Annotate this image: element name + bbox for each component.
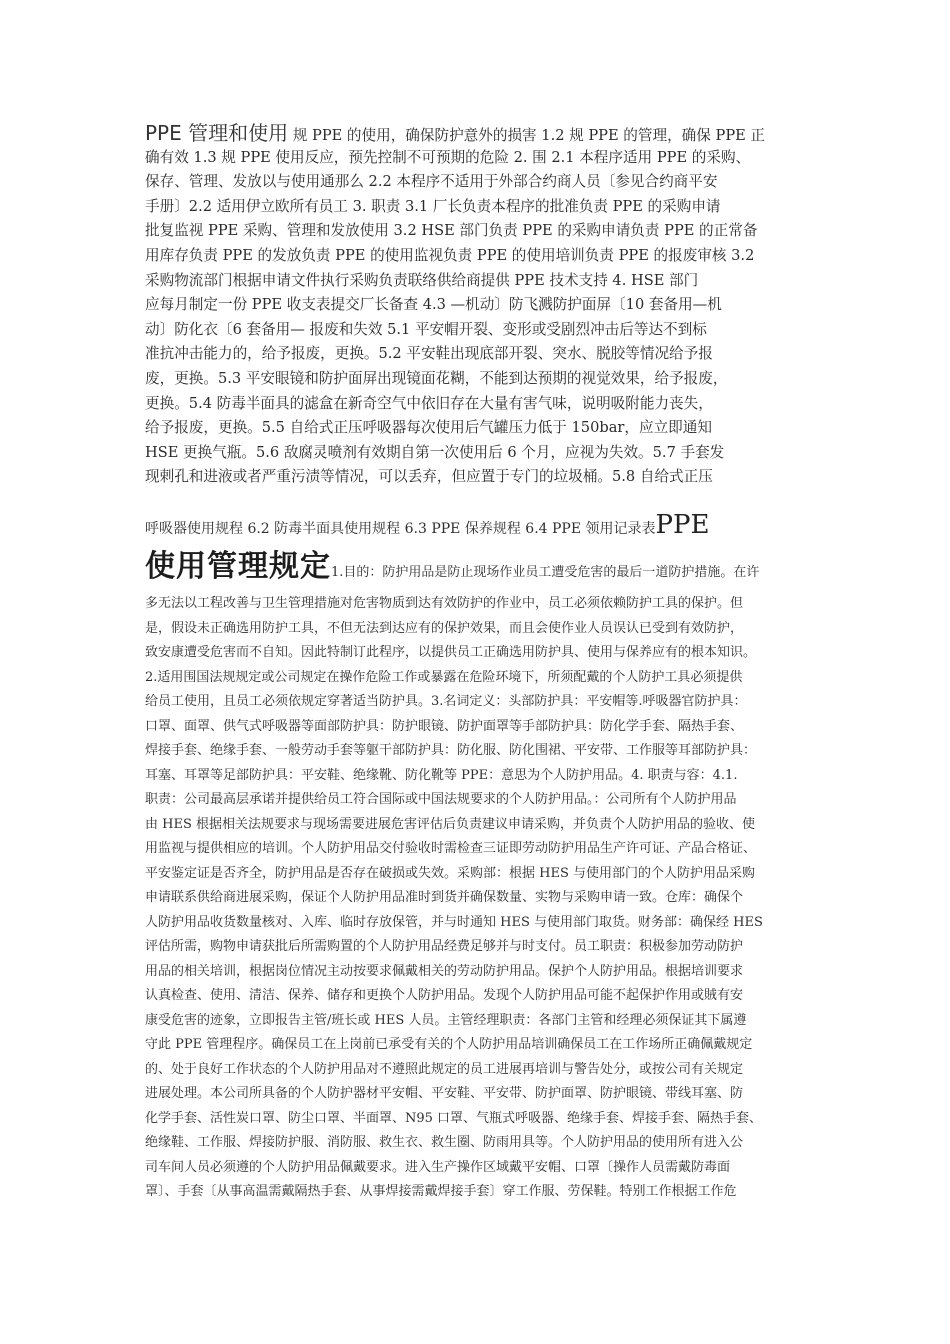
section2-line: 康受危害的迹象，立即报告主管/班长或 HES 人员。主管经理职责：各部门主管和经理必须保证其下属遵	[145, 1012, 747, 1028]
section1-line: 应每月制定一份 PPE 收支表提交厂长备查 4.3 —机动〕防飞溅防护面屏〔10 套备用—机	[145, 296, 722, 314]
section1-line: 给予报废，更换。5.5 自给式正压呼吸器每次使用后气罐压力低于 150bar，应立即通知	[145, 419, 712, 437]
section2-line: 2.适用围国法规规定或公司规定在操作危险工作或暴露在危险环境下，所须配戴的个人防护工具必须提供	[145, 669, 743, 685]
section2-line: 口罩、面罩、供气式呼吸器等面部防护具：防护眼镜、防护面罩等手部防护具：防化学手套、隔热手套、	[145, 718, 744, 734]
section2-line: 用品的相关培训，根据岗位情况主动按要求佩戴相关的劳动防护用品。保护个人防护用品。根据培训要求	[145, 963, 744, 979]
section2-line: 焊接手套、绝缘手套、一般劳动手套等躯干部防护具：防化服、防化围裙、平安带、工作服等耳部防护具：	[145, 743, 757, 758]
section2-line-first	[145, 508, 813, 542]
section1-line: 现剌孔和进液或者严重污渍等情况，可以丢弃，但应置于专门的垃圾桶。5.8 自给式正压	[145, 468, 713, 486]
section1-line: 动〕防化衣〔6 套备用— 报废和失效 5.1 平安帽开裂、变形或受剧烈冲击后等达不到标	[145, 320, 707, 338]
section2-line: 司车间人员必须遵的个人防护用品佩戴要求。进入生产操作区域戴平安帽、口罩〔操作人员需戴防毒面	[145, 1159, 731, 1175]
section2-line: 多无法以工程改善与卫生管理措施对危害物质到达有效防护的作业中，员工必须依赖防护工具的保护。但	[145, 596, 744, 611]
section2-line: 用监视与提供相应的培训。个人防护用品交付验收时需检查三证即劳动防护用品生产许可证、产品合格证、	[145, 841, 757, 856]
section2-ppe-heading: PPE	[655, 510, 710, 540]
section1-line: 准抗冲击能力的，给予报废，更换。5.2 平安鞋出现底部开裂、突水、脱胶等情况给予报	[145, 345, 713, 363]
section1-first-line-text: 规 PPE 的使用，确保防护意外的损害 1.2 规 PPE 的管理，确保 PPE 正	[288, 127, 766, 144]
section2-line: 的、处于良好工作状态的个人防护用品对不遵照此规定的员工进展再培训与警告处分，或按公司有关规定	[145, 1061, 744, 1077]
section1-title: PPE 管理和使用	[145, 121, 289, 145]
section2-line: 化学手套、活性炭口罩、防尘口罩、半面罩、N95 口罩、气瓶式呼吸器、绝缘手套、焊接手套、隔热手套、	[145, 1110, 763, 1126]
section2-line: 由 HES 根据相关法规要求与现场需要进展危害评估后负责建议申请采购，并负责个人防护用品的验收、使	[145, 816, 755, 832]
section2-line: 守此 PPE 管理程序。确保员工在上岗前已承受有关的个人防护用品培训确保员工在工作场所正确佩戴规定	[145, 1037, 753, 1052]
section2-line: 认真检查、使用、清洁、保养、储存和更换个人防护用品。发现个人防护用品可能不起保护作用或賊有安	[145, 988, 744, 1003]
section1-line: 手册〕2.2 适用伊立欧所有员工 3. 职责 3.1 厂长负责本程序的批准负责 PPE 的采购申请	[145, 197, 721, 215]
section2-line: 是，假设未正确选用防护工具，不但无法到达应有的保护效果，而且会使作业人员误认已受到有效防护，	[145, 620, 744, 636]
section2-line: 罩〕、手套〔从事高温需戴隔热手套、从事焊接需戴焊接手套〕穿工作服、劳保鞋。特别工作根据工作危	[145, 1184, 737, 1199]
section2-line: 职责：公司最高层承诺并提供给员工符合国际或中国法规要求的个人防护用品。：公司所有个人防护用品	[145, 792, 737, 807]
section2-title-line	[145, 542, 813, 592]
section2-title: 使用管理规定	[145, 549, 331, 584]
section2-line: 致安康遭受危害而不自知。因此特制订此程序，以提供员工正确选用防护具、使用与保养应有的根本知识。	[145, 645, 757, 660]
section2-line: 平安鉴定证是否齐全，防护用品是否存在破损或失效。采购部：根据 HES 与使用部门的个人防护用品采购	[145, 865, 755, 881]
section2-body	[145, 592, 813, 1205]
section2-line: 申请联系供给商进展采购，保证个人防护用品准时到货并确保数量、实物与采购申请一致。仓库：确保个	[145, 890, 744, 905]
section1-line: 采购物流部门根据申请文件执行采购负责联络供给商提供 PPE 技术支持 4. HSE 部门	[145, 271, 699, 289]
section1-body	[145, 146, 813, 490]
section-ppe-regulations	[145, 508, 813, 1205]
section2-line: 绝缘鞋、工作服、焊接防护服、消防服、救生衣、救生圈、防雨用具等。个人防护用品的使用所有进入公	[145, 1135, 744, 1150]
section1-line: 保存、管理、发放以与使用通那么 2.2 本程序不适用于外部合约商人员〔参见合约商平安	[145, 173, 718, 191]
section1-line: 确有效 1.3 规 PPE 使用反应，预先控制不可预期的危险 2. 围 2.1 本程序适用 PPE 的采购、	[145, 148, 751, 166]
section1-line: 批复监视 PPE 采购、管理和发放使用 3.2 HSE 部门负责 PPE 的采购申请负责 PPE 的正常备	[145, 222, 758, 240]
section1-line: 更换。5.4 防毒半面具的滤盒在新奇空气中依旧存在大量有害气味，说明吸附能力丧失，	[145, 394, 713, 412]
section2-line: 评估所需，购物申请获批后所需购置的个人防护用品经费足够并与时支付。员工职责：积极参加劳动防护	[145, 939, 744, 954]
section1-line: HSE 更换气瓶。5.6 敌腐灵喷剂有效期自第一次使用后 6 个月，应视为失效。5.7 手套发	[145, 443, 725, 461]
section2-title-line-text: 1.目的：防护用品是防止现场作业员工遭受危害的最后一道防护措施。在许	[331, 565, 760, 580]
section2-line: 人防护用品收货数量核对、入库、临时存放保管，并与时通知 HES 与使用部门取货。财务部：确保经 HES	[145, 914, 763, 930]
section2-line: 耳塞、耳罩等足部防护具：平安鞋、绝缘靴、防化靴等 PPE：意思为个人防护用品。4. 职责与容：4.1.	[145, 767, 738, 783]
section2-line: 给员工使用，且员工必须依规定穿著适当防护具。3.名词定义：头部防护具：平安帽等.呼吸器官防护具：	[145, 694, 747, 709]
section-ppe-management	[145, 121, 813, 490]
section1-line: 废，更换。5.3 平安眼镜和防护面屏出现镜面花糊，不能到达预期的视觉效果，给予报废，	[145, 369, 728, 387]
section2-first-line-text: 呼吸器使用规程 6.2 防毒半面具使用规程 6.3 PPE 保养规程 6.4 PPE 领用记录表	[145, 521, 656, 537]
section1-line: 用库存负责 PPE 的发放负责 PPE 的使用监视负责 PPE 的使用培训负责 PPE 的报废审核 3.2	[145, 246, 755, 264]
section2-line: 进展处理。本公司所具备的个人防护器材平安帽、平安鞋、平安带、防护面罩、防护眼镜、带线耳塞、防	[145, 1086, 744, 1101]
section1-line-first	[145, 121, 813, 146]
